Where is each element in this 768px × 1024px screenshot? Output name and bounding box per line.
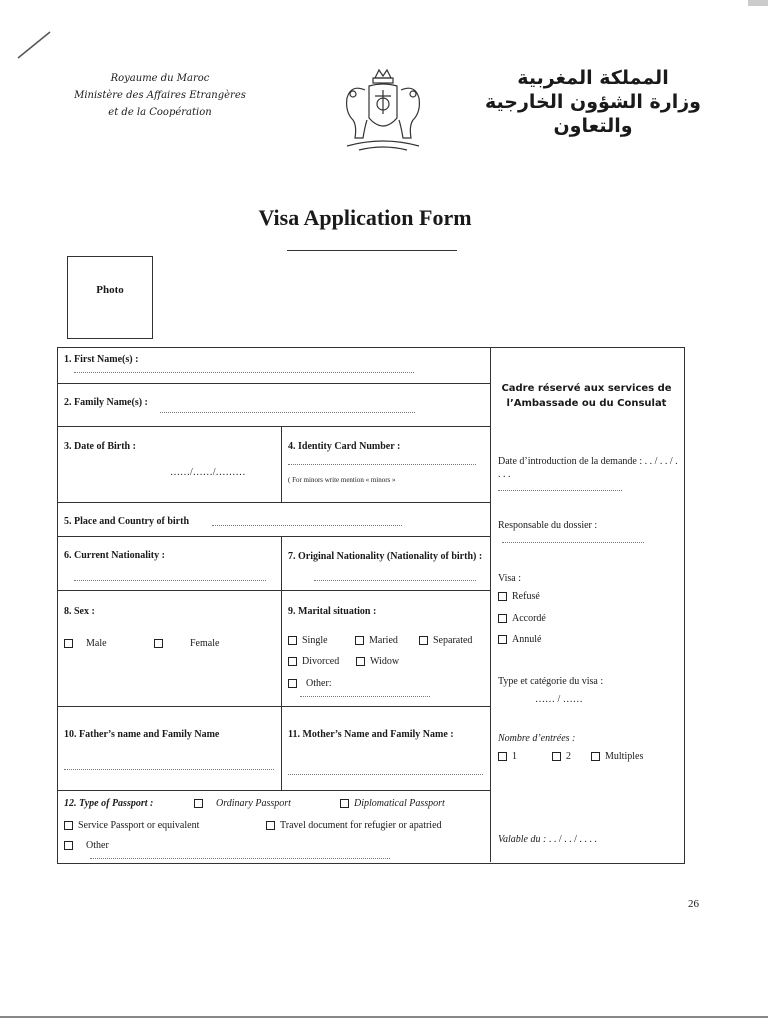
title-underline xyxy=(287,250,457,251)
ministry-ar xyxy=(478,66,708,138)
responsable-field[interactable] xyxy=(502,542,644,543)
marital-single[interactable]: Single xyxy=(288,635,328,646)
scan-corner xyxy=(748,0,768,6)
checkbox-icon[interactable] xyxy=(498,752,507,761)
id-card-field[interactable] xyxy=(288,464,476,465)
original-nat-field[interactable] xyxy=(314,580,476,581)
sidebar-divider xyxy=(490,347,491,862)
checkbox-icon[interactable] xyxy=(288,679,297,688)
checkbox-icon[interactable] xyxy=(552,752,561,761)
ministry-ar-line1: المملكة المغربية xyxy=(517,67,669,89)
ministry-fr-line3: et de la Coopération xyxy=(108,107,212,118)
sex-label: 8. Sex : xyxy=(64,606,95,617)
checkbox-icon[interactable] xyxy=(288,657,297,666)
page-number: 26 xyxy=(688,898,699,910)
original-nat-label: 7. Original Nationality (Nationality of birth) : xyxy=(288,551,483,562)
checkbox-icon[interactable] xyxy=(355,636,364,645)
checkbox-icon[interactable] xyxy=(266,821,275,830)
dob-field[interactable]: ……/……/……… xyxy=(170,467,246,478)
current-nat-field[interactable] xyxy=(74,580,266,581)
ministry-ar-line2: وزارة الشؤون الخارجية xyxy=(485,91,701,113)
responsable-label: Responsable du dossier : xyxy=(498,520,598,531)
passport-other[interactable]: Other xyxy=(64,840,109,851)
family-name-label: 2. Family Name(s) : xyxy=(64,397,148,408)
date-intro-value: . . / . . / . . . . xyxy=(498,456,678,480)
checkbox-icon[interactable] xyxy=(356,657,365,666)
visa-refuse[interactable]: Refusé xyxy=(498,591,540,602)
page-title: Visa Application Form xyxy=(258,205,472,230)
checkbox-icon[interactable] xyxy=(498,614,507,623)
marital-widow[interactable]: Widow xyxy=(356,656,399,667)
father-field[interactable] xyxy=(64,769,274,770)
checkbox-icon[interactable] xyxy=(498,592,507,601)
photo-label: Photo xyxy=(96,284,124,296)
entries-1[interactable]: 1 xyxy=(498,751,517,762)
id-card-note: ( For minors write mention « minors » xyxy=(288,476,396,484)
marital-divorced[interactable]: Divorced xyxy=(288,656,339,667)
valable-label: Valable du : xyxy=(498,834,547,845)
pen-mark xyxy=(14,28,54,62)
marital-label: 9. Marital situation : xyxy=(288,606,377,617)
marital-separated[interactable]: Separated xyxy=(419,635,472,646)
checkbox-icon[interactable] xyxy=(340,799,349,808)
father-label: 10. Father’s name and Family Name xyxy=(64,729,220,740)
passport-other-field[interactable] xyxy=(90,858,390,859)
visa-annule[interactable]: Annulé xyxy=(498,634,541,645)
photo-box[interactable] xyxy=(67,256,153,339)
checkbox-icon[interactable] xyxy=(154,639,163,648)
visa-accorde[interactable]: Accordé xyxy=(498,613,546,624)
family-name-field[interactable] xyxy=(160,412,415,413)
checkbox-icon[interactable] xyxy=(64,841,73,850)
checkbox-icon[interactable] xyxy=(288,636,297,645)
nombre-label: Nombre d’entrées : xyxy=(498,733,576,744)
checkbox-icon[interactable] xyxy=(419,636,428,645)
place-birth-label: 5. Place and Country of birth xyxy=(64,516,189,527)
first-name-field[interactable] xyxy=(74,372,414,373)
passport-service[interactable]: Service Passport or equivalent xyxy=(64,820,199,831)
checkbox-icon[interactable] xyxy=(498,635,507,644)
ministry-ar-line3: والتعاون xyxy=(553,115,633,137)
checkbox-icon[interactable] xyxy=(194,799,203,808)
sex-male[interactable]: Male xyxy=(64,638,107,649)
current-nat-label: 6. Current Nationality : xyxy=(64,550,165,561)
place-birth-field[interactable] xyxy=(212,525,402,526)
entries-multiples[interactable]: Multiples xyxy=(591,751,643,762)
marital-maried[interactable]: Maried xyxy=(355,635,398,646)
type-cat-value[interactable]: …… / …… xyxy=(535,694,583,705)
valable-value[interactable]: . . / . . / . . . . xyxy=(548,834,597,845)
royal-emblem-icon xyxy=(335,66,431,158)
passport-type-label: 12. Type of Passport : xyxy=(64,798,154,809)
passport-diplomatical[interactable]: Diplomatical Passport xyxy=(340,798,445,809)
id-card-label: 4. Identity Card Number : xyxy=(288,441,401,452)
first-name-label: 1. First Name(s) : xyxy=(64,354,139,365)
dob-label: 3. Date of Birth : xyxy=(64,441,136,452)
visa-label: Visa : xyxy=(498,573,522,584)
mother-field[interactable] xyxy=(288,774,483,775)
passport-ordinary[interactable]: Ordinary Passport xyxy=(194,798,291,809)
checkbox-icon[interactable] xyxy=(591,752,600,761)
scan-edge xyxy=(0,1016,768,1018)
ministry-fr-line1: Royaume du Maroc xyxy=(110,73,210,84)
marital-other[interactable]: Other: xyxy=(288,678,332,689)
sex-female[interactable]: Female xyxy=(154,638,219,649)
sidebar-header: Cadre réservé aux services de l’Ambassade ou du Consulat xyxy=(501,383,672,409)
date-intro-label: Date d’introduction de la demande : . . / . . / . . . . xyxy=(498,456,678,480)
checkbox-icon[interactable] xyxy=(64,639,73,648)
entries-2[interactable]: 2 xyxy=(552,751,571,762)
mother-label: 11. Mother’s Name and Family Name : xyxy=(288,729,454,740)
checkbox-icon[interactable] xyxy=(64,821,73,830)
ministry-fr-line2: Ministère des Affaires Etrangères xyxy=(74,90,246,101)
passport-travel-doc[interactable]: Travel document for refugier or apatried xyxy=(266,820,442,831)
valable-row xyxy=(498,834,597,845)
date-intro-field[interactable] xyxy=(498,490,622,491)
type-cat-label: Type et catégorie du visa : xyxy=(498,676,604,687)
ministry-fr xyxy=(60,70,260,121)
marital-other-field[interactable] xyxy=(300,696,430,697)
